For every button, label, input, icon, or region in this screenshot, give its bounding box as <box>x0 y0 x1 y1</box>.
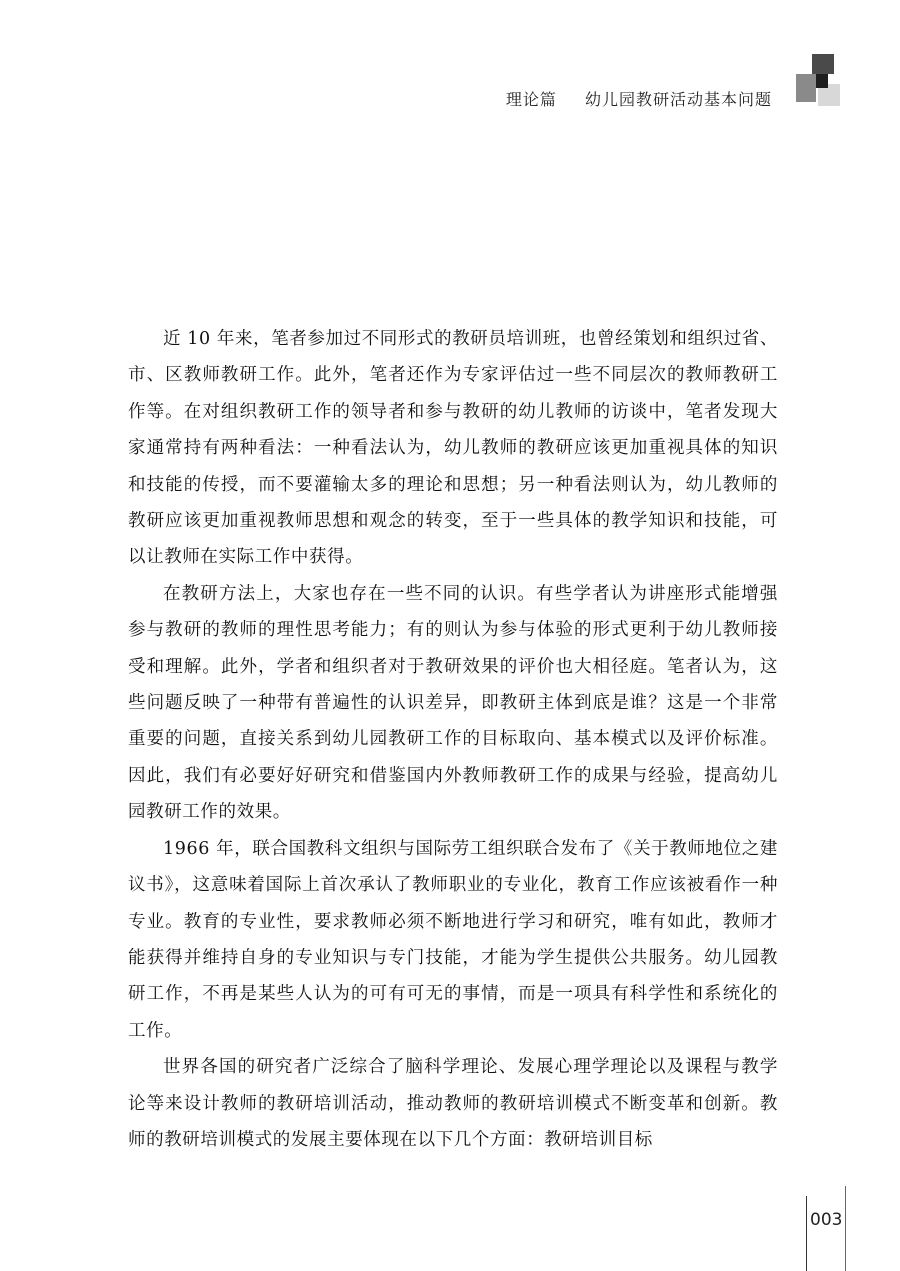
paragraph: 近 10 年来，笔者参加过不同形式的教研员培训班，也曾经策划和组织过省、市、区教师教研工作。此外，笔者还作为专家评估过一些不同层次的教师教研工作等。在对组织教研工作的领导者和参与教研的幼儿教师的访谈中，笔者发现大家通常持有两种看法：一种看法认为，幼儿教师的教研应该更加重视具体的知识和技能的传授，而不要灌输太多的理论和思想；另一种看法则认为，幼儿教师的教研应该更加重视教师思想和观念的转变，至于一些具体的教学知识和技能，可以让教师在实际工作中获得。 <box>128 329 778 568</box>
header-section: 理论篇 <box>505 90 557 109</box>
decorative-square-gray <box>796 74 816 102</box>
paragraph: 1966 年，联合国教科文组织与国际劳工组织联合发布了《关于教师地位之建议书》，这意味着国际上首次承认了教师职业的专业化，教育工作应该被看作一种专业。教育的专业性，要求教师必须不断地进行学习和研究，唯有如此，教师才能获得并维持自身的专业知识与专门技能，才能为学生提供公共服务。幼儿园教研工作，不再是某些人认为的可有可无的事情，而是一项具有科学性和系统化的工作。 <box>128 838 778 1041</box>
folio-rule-right <box>845 1186 846 1271</box>
decorative-square-black <box>816 74 828 88</box>
body-text <box>128 321 778 1158</box>
header-chapter-title: 幼儿园教研活动基本问题 <box>584 90 772 109</box>
decorative-square-dark <box>812 54 834 74</box>
paragraph: 世界各国的研究者广泛综合了脑科学理论、发展心理学理论以及课程与教学论等来设计教师的教研培训活动，推动教师的教研培训模式不断变革和创新。教师的教研培训模式的发展主要体现在以下几个方面：教研培训目标 <box>128 1057 778 1150</box>
running-header <box>506 87 772 110</box>
folio-rule-left <box>806 1196 807 1271</box>
paragraph: 在教研方法上，大家也存在一些不同的认识。有些学者认为讲座形式能增强参与教研的教师的理性思考能力；有的则认为参与体验的形式更利于幼儿教师接受和理解。此外，学者和组织者对于教研效果的评价也大相径庭。笔者认为，这些问题反映了一种带有普遍性的认识差异，即教研主体到底是谁？这是一个非常重要的问题，直接关系到幼儿园教研工作的目标取向、基本模式以及评价标准。因此，我们有必要好好研究和借鉴国内外教师教研工作的成果与经验，提高幼儿园教研工作的效果。 <box>128 583 778 823</box>
page-number: 003 <box>810 1210 843 1230</box>
